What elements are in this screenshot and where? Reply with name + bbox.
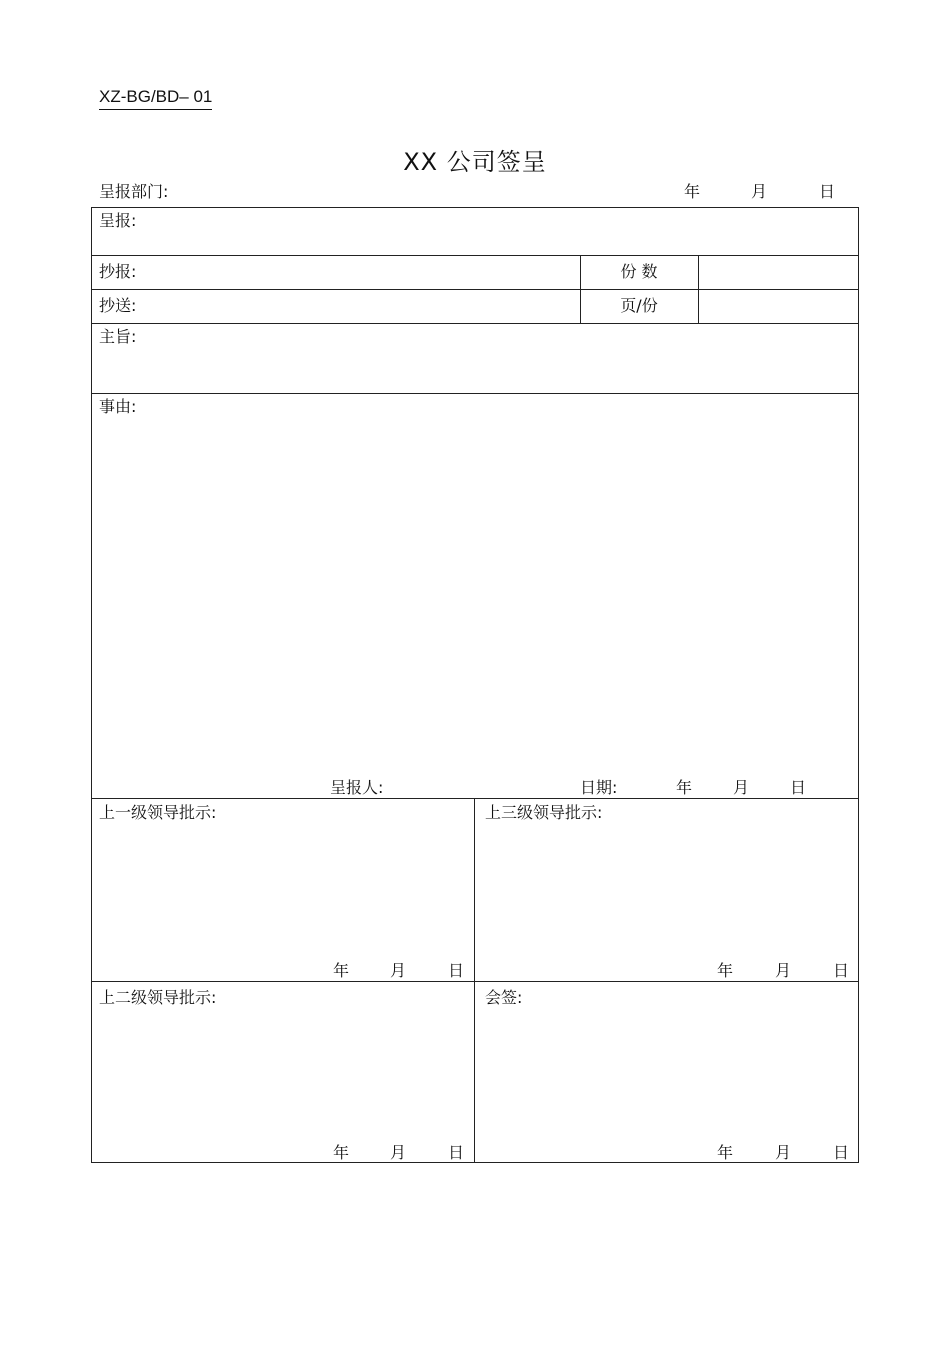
level3-year: 年 bbox=[717, 961, 734, 980]
reporter-label: 呈报人: bbox=[330, 778, 384, 797]
countersign-month: 月 bbox=[775, 1143, 792, 1162]
level2-month: 月 bbox=[390, 1143, 407, 1162]
level1-month: 月 bbox=[390, 961, 407, 980]
reason-month: 月 bbox=[733, 778, 750, 797]
cc-label: 抄报: bbox=[99, 262, 137, 281]
level3-month: 月 bbox=[775, 961, 792, 980]
level3-approval-label: 上三级领导批示: bbox=[485, 803, 603, 822]
level1-day: 日 bbox=[448, 961, 465, 980]
reason-label: 事由: bbox=[99, 397, 137, 416]
page-title: XX 公司签呈 bbox=[403, 148, 547, 176]
document-code: XZ-BG/BD– 01 bbox=[99, 86, 212, 110]
countersign-day: 日 bbox=[833, 1143, 850, 1162]
copies-label: 份 数 bbox=[620, 262, 658, 281]
pages-per-copy-label: 页/份 bbox=[620, 296, 658, 315]
pages-per-copy-field[interactable] bbox=[700, 291, 857, 322]
reason-year: 年 bbox=[676, 778, 693, 797]
countersign-year: 年 bbox=[717, 1143, 734, 1162]
header-month: 月 bbox=[751, 182, 768, 201]
send-to-label: 抄送: bbox=[99, 296, 137, 315]
level1-approval-label: 上一级领导批示: bbox=[99, 803, 217, 822]
copies-field[interactable] bbox=[700, 257, 857, 288]
header-day: 日 bbox=[819, 182, 836, 201]
level1-year: 年 bbox=[333, 961, 350, 980]
level2-year: 年 bbox=[333, 1143, 350, 1162]
report-to-label: 呈报: bbox=[99, 211, 137, 230]
subject-label: 主旨: bbox=[99, 327, 137, 346]
reason-day: 日 bbox=[790, 778, 807, 797]
countersign-label: 会签: bbox=[485, 988, 523, 1007]
level2-approval-label: 上二级领导批示: bbox=[99, 988, 217, 1007]
date-label: 日期: bbox=[580, 778, 618, 797]
department-label: 呈报部门: bbox=[99, 182, 169, 201]
level3-day: 日 bbox=[833, 961, 850, 980]
header-year: 年 bbox=[684, 182, 701, 201]
level2-day: 日 bbox=[448, 1143, 465, 1162]
